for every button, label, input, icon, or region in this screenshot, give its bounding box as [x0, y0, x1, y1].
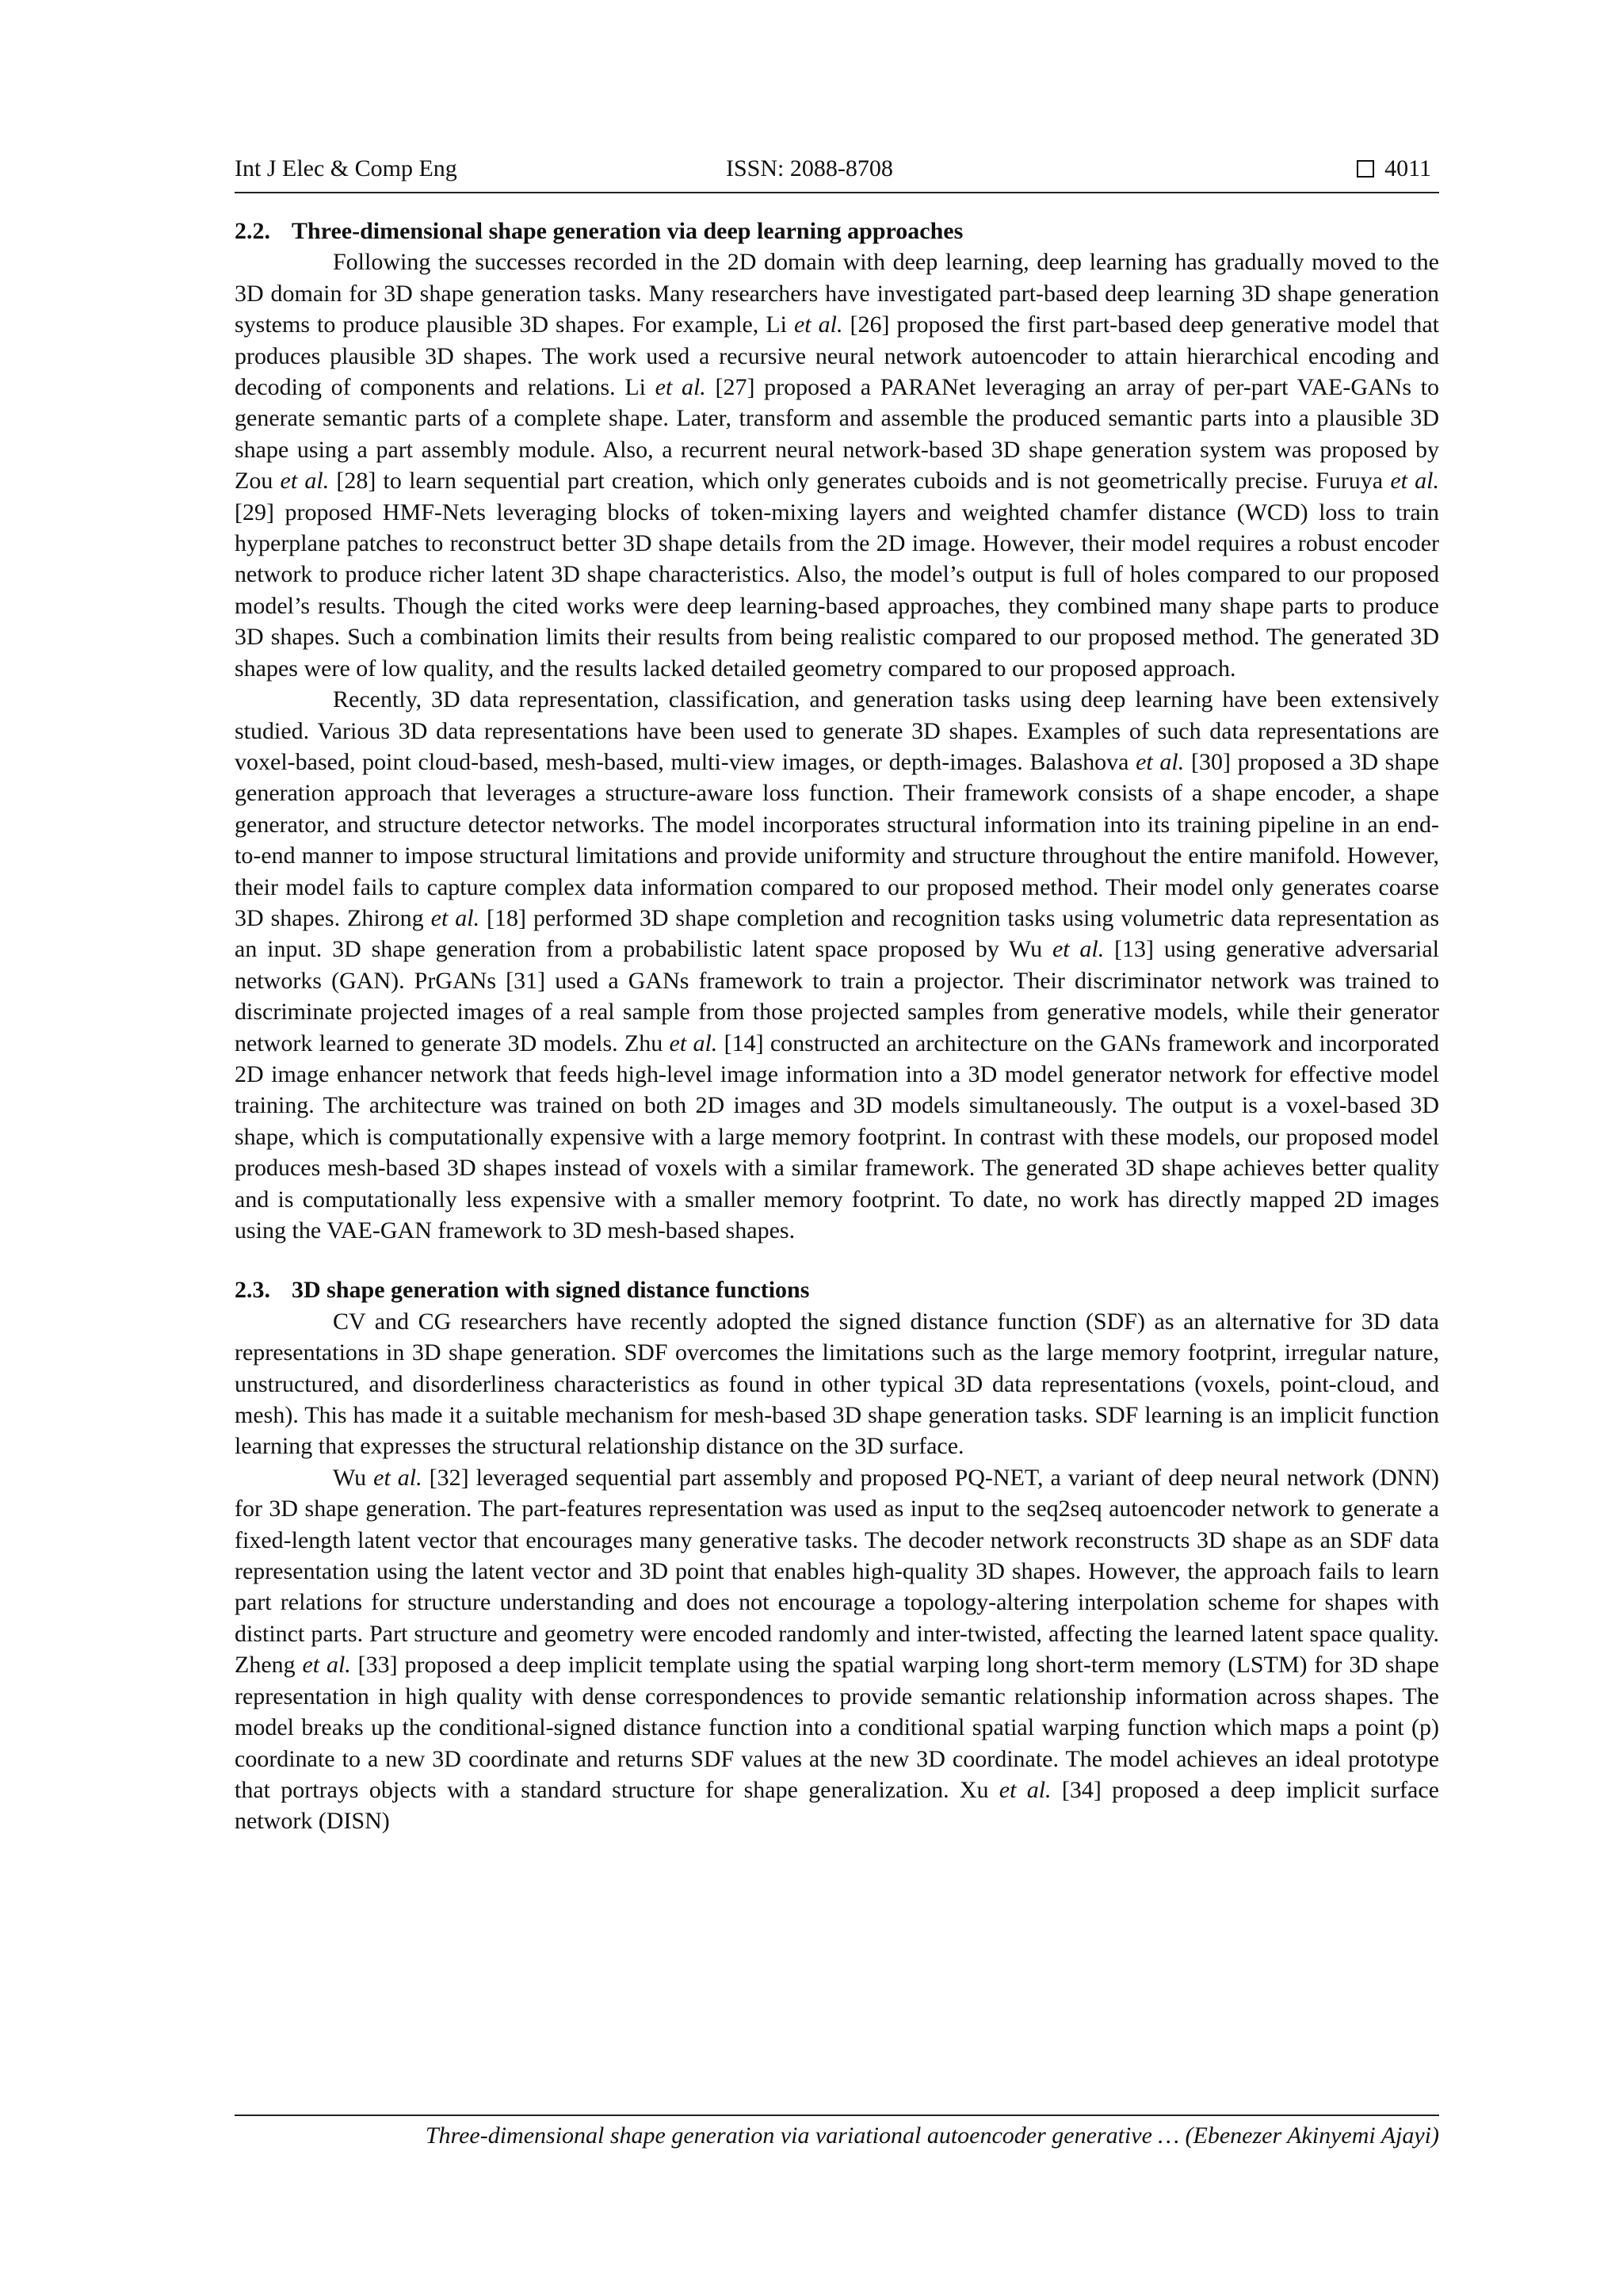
italic-text: et al. — [1052, 936, 1105, 963]
italic-text: et al. — [655, 374, 706, 401]
running-footer: Three-dimensional shape generation via variational autoencoder generative … (Ebenezer Akinyemi Ajayi) — [235, 2115, 1439, 2149]
section-title: 3D shape generation with signed distance functions — [292, 1277, 810, 1304]
text-run: [13] using generative adversarial networks (GAN). PrGANs [31] used a GANs framework to train a projector. Their discriminator network was trained to discriminate projected images of a real sample from those projected samples from generative models, while their generator network learned to generate 3D models. Zhu — [235, 936, 1439, 1056]
paragraph — [235, 246, 1439, 684]
italic-text: et al. — [669, 1030, 718, 1056]
text-run: CV and CG researchers have recently adopted the signed distance function (SDF) as an alternative for 3D data representations in 3D shape generation. SDF overcomes the limitations such as the large memory footprint, irregular nature, unstructured, and disorderliness characteristics as found in other typical 3D data representations (voxels, point-cloud, and mesh). This has made it a suitable mechanism for mesh-based 3D shape generation tasks. SDF learning is an implicit function learning that expresses the structural relationship distance on the 3D surface. — [235, 1308, 1439, 1460]
italic-text: et al. — [1136, 748, 1185, 775]
italic-text: et al. — [999, 1776, 1052, 1803]
text-run: [14] constructed an architecture on the GANs framework and incorporated 2D image enhancer network that feeds high-level image information into a 3D model generator network for effective model training. The architecture was trained on both 2D images and 3D models simultaneously. The output is a voxel-based 3D shape, which is computationally expensive with a large memory footprint. In contrast with these models, our proposed model produces mesh-based 3D shapes instead of voxels with a similar framework. The generated 3D shape achieves better quality and is computationally less expensive with a smaller memory footprint. To date, no work has directly mapped 2D images using the VAE-GAN framework to 3D mesh-based shapes. — [235, 1030, 1439, 1244]
italic-text: et al. — [280, 468, 330, 495]
italic-text: et al. — [302, 1652, 351, 1679]
square-bullet-icon — [1357, 160, 1374, 178]
italic-text: et al. — [793, 311, 843, 338]
issn: ISSN: 2088-8708 — [726, 155, 893, 181]
text-run: [28] to learn sequential part creation, which only generates cuboids and is not geometrically precise. Furuya — [329, 468, 1391, 495]
paragraph — [235, 1306, 1439, 1462]
text-run: [18] performed 3D shape completion and recognition tasks using volumetric data representation as an input. 3D shape generation from a probabilistic latent space proposed by Wu — [235, 904, 1439, 963]
text-run: Following the successes recorded in the 2D domain with deep learning, deep learning has gradually moved to the 3D domain for 3D shape generation tasks. Many researchers have investigated part-based deep learning 3D shape generation systems to produce plausible 3D shapes. For example, Li — [235, 249, 1439, 338]
body-content — [235, 216, 1439, 1837]
page-number: 4011 — [1384, 155, 1431, 181]
section-title: Three-dimensional shape generation via deep learning approaches — [292, 218, 964, 244]
text-run: [32] leveraged sequential part assembly and proposed PQ-NET, a variant of deep neural network (DNN) for 3D shape generation. The part-features representation was used as input to the seq2seq autoencoder network to generate a fixed-length latent vector that encourages many generative tasks. The decoder network reconstructs 3D shape as an SDF data representation using the latent vector and 3D point that enables high-quality 3D shapes. However, the approach fails to learn part relations for structure understanding and does not encourage a topology-altering interpolation scheme for shapes with distinct parts. Part structure and geometry were encoded randomly and inter-twisted, affecting the learned latent space quality. Zheng — [235, 1464, 1439, 1679]
text-run: [29] proposed HMF-Nets leveraging blocks of token-mixing layers and weighted chamfer distance (WCD) loss to train hyperplane patches to reconstruct better 3D shape details from the 2D image. However, their model requires a robust encoder network to produce richer latent 3D shape characteristics. Also, the model’s output is full of holes compared to our proposed model’s results. Though the cited works were deep learning-based approaches, they combined many shape parts to produce 3D shapes. Such a combination limits their results from being realistic compared to our proposed method. The generated 3D shapes were of low quality, and the results lacked detailed geometry compared to our proposed approach. — [235, 499, 1439, 682]
text-run: Recently, 3D data representation, classification, and generation tasks using deep learning have been extensively studied. Various 3D data representations have been used to generate 3D shapes. Examples of such data representations are voxel-based, point cloud-based, mesh-based, multi-view images, or depth-images. Balashova — [235, 686, 1439, 775]
paragraph — [235, 1462, 1439, 1837]
italic-text: et al. — [373, 1464, 422, 1491]
paragraph — [235, 684, 1439, 1246]
section-heading-2-3 — [235, 1274, 1439, 1305]
text-run: [34] proposed a deep implicit surface network (DISN) — [235, 1776, 1439, 1835]
running-header — [235, 155, 1439, 193]
section-number: 2.2. — [235, 218, 270, 244]
section-heading-2-2 — [235, 216, 1439, 246]
section-number: 2.3. — [235, 1277, 270, 1304]
text-run: [27] proposed a PARANet leveraging an array of per-part VAE-GANs to generate semantic parts of a complete shape. Later, transform and assemble the produced semantic parts into a plausible 3D shape using a part assembly module. Also, a recurrent neural network-based 3D shape generation system was proposed by Zou — [235, 374, 1439, 495]
italic-text: et al. — [1390, 468, 1439, 495]
journal-name: Int J Elec & Comp Eng — [235, 155, 457, 181]
text-run: [26] proposed the first part-based deep generative model that produces plausible 3D shapes. The work used a recursive neural network autoencoder to attain hierarchical encoding and decoding of components and relations. Li — [235, 311, 1439, 401]
text-run: Wu — [333, 1464, 374, 1491]
text-run: [30] proposed a 3D shape generation approach that leverages a structure-aware loss function. Their framework consists of a shape encoder, a shape generator, and structure detector networks. The model incorporates structural information into its training pipeline in an end-to-end manner to impose structural limitations and provide uniformity and structure throughout the entire manifold. However, their model fails to capture complex data information compared to our proposed method. Their model only generates coarse 3D shapes. Zhirong — [235, 748, 1439, 931]
text-run: [33] proposed a deep implicit template using the spatial warping long short-term memory (LSTM) for 3D shape representation in high quality with dense correspondences to provide semantic relationship information across shapes. The model breaks up the conditional-signed distance function into a conditional spatial warping function which maps a point (p) coordinate to a new 3D coordinate and returns SDF values at the new 3D coordinate. The model achieves an ideal prototype that portrays objects with a standard structure for shape generalization. Xu — [235, 1652, 1440, 1803]
italic-text: et al. — [430, 904, 480, 931]
